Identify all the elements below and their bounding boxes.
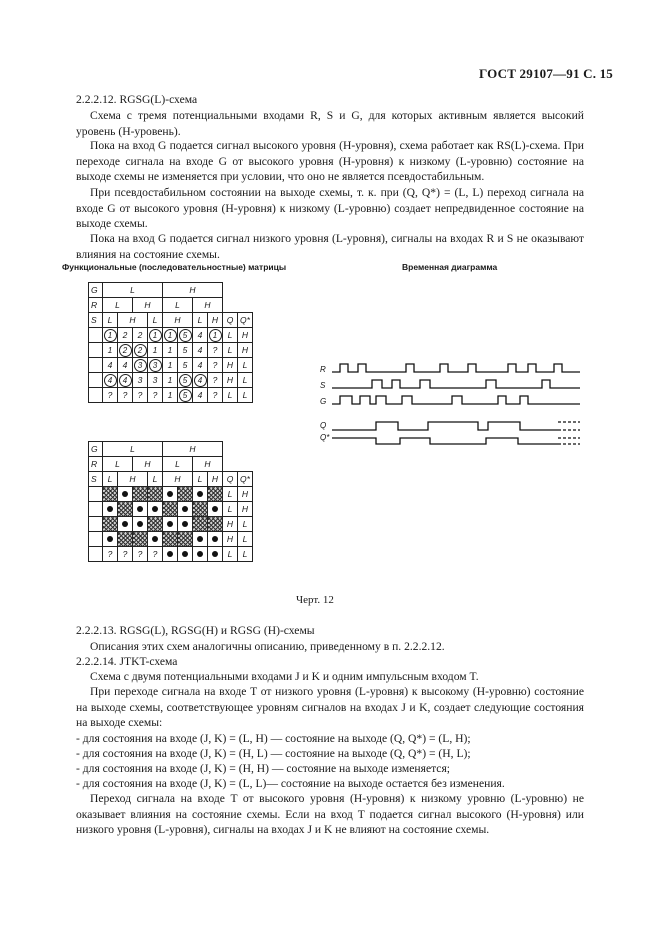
output-cell: H bbox=[223, 358, 238, 373]
stable-state-marker: 3 bbox=[134, 359, 147, 372]
s-value: H bbox=[163, 313, 193, 328]
s-value: L bbox=[148, 472, 163, 487]
transition-dot bbox=[182, 506, 188, 512]
matrix-cell: 1 bbox=[163, 373, 178, 388]
transition-dot bbox=[182, 521, 188, 527]
s-value: L bbox=[193, 472, 208, 487]
timing-label-r: R bbox=[320, 365, 326, 374]
matrix-cell: ? bbox=[148, 388, 163, 403]
matrix-row-r bbox=[89, 457, 253, 472]
stable-state-marker: 1 bbox=[164, 329, 177, 342]
waveform-g bbox=[332, 396, 580, 404]
s-value: H bbox=[163, 472, 193, 487]
matrix-cell bbox=[163, 328, 178, 343]
transition-dot bbox=[137, 521, 143, 527]
matrix-cell bbox=[193, 532, 208, 547]
matrix-cell: 1 bbox=[103, 343, 118, 358]
transition-dot bbox=[122, 521, 128, 527]
matrix-cell: 3 bbox=[148, 373, 163, 388]
matrix-cell bbox=[103, 502, 118, 517]
timing-label-q: Q bbox=[320, 421, 327, 430]
matrix-cell bbox=[118, 343, 133, 358]
matrix-cell bbox=[118, 532, 133, 547]
matrix-row bbox=[89, 502, 253, 517]
matrix-cell: ? bbox=[133, 388, 148, 403]
label-g: G bbox=[89, 283, 103, 298]
matrix-cell: ? bbox=[208, 343, 223, 358]
transition-dot bbox=[197, 536, 203, 542]
functional-matrix-1 bbox=[88, 282, 253, 403]
matrix-cell bbox=[178, 547, 193, 562]
matrix-row bbox=[89, 547, 253, 562]
s-value: L bbox=[103, 472, 118, 487]
matrix-cell bbox=[148, 487, 163, 502]
matrix-cell bbox=[148, 502, 163, 517]
timing-caption: Временная диаграмма bbox=[402, 262, 498, 272]
section-2-2-2-13: 2.2.2.13. RGSG(L), RGSG(H) и RGSG (H)-схемы bbox=[76, 624, 315, 637]
section-2-2-2-12-title: 2.2.2.12. RGSG(L)-схема bbox=[76, 93, 198, 106]
matrix-row bbox=[89, 388, 253, 403]
matrix-cell bbox=[133, 343, 148, 358]
matrix-cell bbox=[103, 532, 118, 547]
matrix-cell bbox=[133, 358, 148, 373]
paragraph-1: Схема с тремя потенциальными входами R, S и G, для которых активным является высокий уровень (Н-уровень). bbox=[76, 109, 584, 138]
matrix-cell bbox=[178, 373, 193, 388]
matrix-row-s bbox=[89, 313, 253, 328]
matrix-cell bbox=[193, 487, 208, 502]
output-cell: L bbox=[238, 388, 253, 403]
r-value: H bbox=[133, 457, 163, 472]
matrix-row bbox=[89, 517, 253, 532]
label-r: R bbox=[89, 457, 103, 472]
matrix-cell bbox=[148, 328, 163, 343]
matrix-cell: ? bbox=[208, 358, 223, 373]
transition-dot bbox=[182, 551, 188, 557]
matrix-cell bbox=[118, 502, 133, 517]
transition-dot bbox=[152, 506, 158, 512]
matrix-cell bbox=[163, 532, 178, 547]
matrix-cell: ? bbox=[148, 547, 163, 562]
matrix-cell: ? bbox=[208, 373, 223, 388]
list-item: - для состояния на входе (J, K) = (H, H) — состояние на выходе изменяется; bbox=[76, 762, 451, 775]
stable-state-marker: 5 bbox=[179, 374, 192, 387]
matrix-cell bbox=[208, 328, 223, 343]
matrix-cell bbox=[178, 502, 193, 517]
transition-dot bbox=[212, 536, 218, 542]
paragraph-3: При псевдостабильном состоянии на выходе схемы, т. к. при (Q, Q*) = (L, L) переход сигнала на входе G от высокого уровня (Н-уровня) к низкому (L-уровню) создает непредвиденное состояние на выходе схемы. bbox=[76, 186, 584, 231]
s-value: H bbox=[208, 313, 223, 328]
label-s: S bbox=[89, 313, 103, 328]
matrix-row bbox=[89, 373, 253, 388]
label-q: Q bbox=[223, 313, 238, 328]
paragraph-2: Пока на вход G подается сигнал высокого уровня (Н-уровня), схема работает как RS(L)-схема. При переходе сигнала на входе G от высокого уровня (Н-уровня) к низкому (L-уровню) состояние на выходе схемы не изменяется при условии, что оно не является псевдостабильным. bbox=[76, 139, 584, 184]
matrix-cell: 1 bbox=[163, 388, 178, 403]
output-cell: H bbox=[223, 517, 238, 532]
s-value: L bbox=[193, 313, 208, 328]
matrix-row bbox=[89, 358, 253, 373]
matrix-cell bbox=[148, 358, 163, 373]
output-cell: L bbox=[223, 328, 238, 343]
r-value: L bbox=[163, 298, 193, 313]
r-value: H bbox=[193, 457, 223, 472]
transition-dot bbox=[107, 506, 113, 512]
paragraph-7: При переходе сигнала на входе T от низкого уровня (L-уровня) к высокому (Н-уровню) состояние на выходе схемы, соответствующее уровням сигналов на входах J и K, создает следующие состояния на выходе схемы: bbox=[76, 685, 584, 730]
output-cell: L bbox=[238, 373, 253, 388]
matrix-cell: 1 bbox=[163, 358, 178, 373]
matrix-cell: ? bbox=[133, 547, 148, 562]
timing-label-g: G bbox=[320, 397, 327, 406]
list-item: - для состояния на входе (J, K) = (L, H) — состояние на выходе (Q, Q*) = (L, H); bbox=[76, 732, 471, 745]
matrix-cell bbox=[193, 547, 208, 562]
g-value: H bbox=[163, 442, 223, 457]
matrix-cell: 4 bbox=[193, 328, 208, 343]
output-cell: H bbox=[238, 328, 253, 343]
matrix-row bbox=[89, 487, 253, 502]
matrix-row bbox=[89, 532, 253, 547]
matrix-cell bbox=[208, 532, 223, 547]
output-cell: L bbox=[223, 388, 238, 403]
output-cell: L bbox=[238, 358, 253, 373]
timing-diagram bbox=[318, 360, 598, 450]
stable-state-marker: 4 bbox=[119, 374, 132, 387]
matrix-cell: 4 bbox=[103, 358, 118, 373]
label-qstar: Q* bbox=[238, 313, 253, 328]
matrix-cell bbox=[163, 502, 178, 517]
output-cell: L bbox=[223, 547, 238, 562]
matrix-cell bbox=[163, 487, 178, 502]
label-s: S bbox=[89, 472, 103, 487]
matrix-cell bbox=[133, 532, 148, 547]
matrix-cell: ? bbox=[208, 388, 223, 403]
matrix-cell: 3 bbox=[133, 373, 148, 388]
stable-state-marker: 5 bbox=[179, 389, 192, 402]
matrix-cell bbox=[208, 517, 223, 532]
matrix-cell bbox=[193, 502, 208, 517]
matrix-cell bbox=[193, 373, 208, 388]
transition-dot bbox=[197, 491, 203, 497]
paragraph-8: Переход сигнала на входе T от высокого уровня (Н-уровня) к низкому уровню (L-уровню) не оказывает влияния на состояние схемы. Если на вход T подается сигнал высокого (Н-уровня) или низкого уровня (L-уровня), сигналы на входах J и K не влияют на состояние схемы. bbox=[76, 792, 584, 837]
matrix-cell: 4 bbox=[193, 388, 208, 403]
paragraph-4: Пока на вход G подается сигнал низкого уровня (L-уровня), сигналы на входах R и S не оказывают влияния на состояние схемы. bbox=[76, 232, 584, 261]
waveform-q-undetermined bbox=[558, 422, 580, 444]
matrix-cell: ? bbox=[103, 388, 118, 403]
g-value: L bbox=[103, 283, 163, 298]
matrix-cell bbox=[118, 487, 133, 502]
matrix-cell: ? bbox=[118, 388, 133, 403]
stable-state-marker: 2 bbox=[119, 344, 132, 357]
timing-label-s: S bbox=[320, 381, 326, 390]
transition-dot bbox=[122, 491, 128, 497]
label-qstar: Q* bbox=[238, 472, 253, 487]
matrix-row bbox=[89, 343, 253, 358]
matrix-cell bbox=[133, 502, 148, 517]
g-value: H bbox=[163, 283, 223, 298]
transition-dot bbox=[212, 506, 218, 512]
matrix-cell bbox=[118, 373, 133, 388]
output-cell: H bbox=[238, 343, 253, 358]
matrix-cell bbox=[178, 517, 193, 532]
transition-dot bbox=[212, 551, 218, 557]
output-cell: L bbox=[238, 547, 253, 562]
waveform-qstar bbox=[332, 438, 558, 444]
matrix-cell: 2 bbox=[118, 328, 133, 343]
matrix-cell bbox=[178, 532, 193, 547]
waveform-q bbox=[332, 422, 558, 430]
matrix-cell bbox=[163, 517, 178, 532]
matrix-cell: 4 bbox=[193, 358, 208, 373]
matrix-cell: 5 bbox=[178, 358, 193, 373]
waveform-s bbox=[332, 380, 580, 388]
matrix-cell: 2 bbox=[133, 328, 148, 343]
list-item: - для состояния на входе (J, K) = (H, L) — состояние на выходе (Q, Q*) = (H, L); bbox=[76, 747, 471, 760]
matrix-cell bbox=[103, 373, 118, 388]
stable-state-marker: 5 bbox=[179, 329, 192, 342]
s-value: L bbox=[148, 313, 163, 328]
matrix-cell bbox=[193, 517, 208, 532]
transition-dot bbox=[167, 521, 173, 527]
output-cell: H bbox=[238, 502, 253, 517]
paragraph-6: Схема с двумя потенциальными входами J и K и одним импульсным входом T. bbox=[90, 670, 479, 683]
matrix-cell: 4 bbox=[193, 343, 208, 358]
label-q: Q bbox=[223, 472, 238, 487]
matrix-cell: ? bbox=[118, 547, 133, 562]
matrix-row bbox=[89, 328, 253, 343]
s-value: H bbox=[118, 472, 148, 487]
timing-label-qstar: Q* bbox=[320, 433, 330, 442]
s-value: H bbox=[118, 313, 148, 328]
matrix-cell bbox=[103, 487, 118, 502]
output-cell: L bbox=[238, 532, 253, 547]
matrix-cell bbox=[103, 328, 118, 343]
matrix-cell bbox=[208, 502, 223, 517]
output-cell: L bbox=[238, 517, 253, 532]
matrix-cell bbox=[133, 487, 148, 502]
transition-dot bbox=[167, 491, 173, 497]
matrix-cell: 4 bbox=[118, 358, 133, 373]
s-value: L bbox=[103, 313, 118, 328]
matrix-row-r bbox=[89, 298, 253, 313]
matrix-row-g bbox=[89, 442, 253, 457]
matrix-row-s bbox=[89, 472, 253, 487]
transition-dot bbox=[137, 506, 143, 512]
matrix-cell bbox=[163, 547, 178, 562]
output-cell: L bbox=[223, 487, 238, 502]
stable-state-marker: 3 bbox=[149, 359, 162, 372]
matrix-row-g bbox=[89, 283, 253, 298]
matrix-cell: 5 bbox=[178, 343, 193, 358]
matrix-cell bbox=[118, 517, 133, 532]
s-value: H bbox=[208, 472, 223, 487]
matrix-cell bbox=[178, 388, 193, 403]
matrix-cell bbox=[178, 328, 193, 343]
matrix-cell: 1 bbox=[148, 343, 163, 358]
output-cell: L bbox=[223, 502, 238, 517]
matrix-cell: ? bbox=[103, 547, 118, 562]
functional-matrix-2 bbox=[88, 441, 253, 562]
output-cell: L bbox=[223, 343, 238, 358]
matrix-cell: 1 bbox=[163, 343, 178, 358]
label-r: R bbox=[89, 298, 103, 313]
stable-state-marker: 1 bbox=[104, 329, 117, 342]
waveform-r bbox=[332, 364, 580, 372]
matrix-cell bbox=[208, 547, 223, 562]
output-cell: H bbox=[223, 373, 238, 388]
figure-caption: Черт. 12 bbox=[296, 594, 334, 606]
r-value: L bbox=[103, 457, 133, 472]
label-g: G bbox=[89, 442, 103, 457]
r-value: L bbox=[103, 298, 133, 313]
matrix-cell bbox=[133, 517, 148, 532]
output-cell: H bbox=[238, 487, 253, 502]
transition-dot bbox=[152, 536, 158, 542]
matrix-cell bbox=[208, 487, 223, 502]
stable-state-marker: 4 bbox=[104, 374, 117, 387]
stable-state-marker: 4 bbox=[194, 374, 207, 387]
transition-dot bbox=[197, 551, 203, 557]
matrix-cell bbox=[178, 487, 193, 502]
stable-state-marker: 1 bbox=[209, 329, 222, 342]
matrix-cell bbox=[148, 532, 163, 547]
transition-dot bbox=[167, 551, 173, 557]
matrices-caption: Функциональные (последовательностные) матрицы bbox=[62, 262, 287, 272]
r-value: L bbox=[163, 457, 193, 472]
r-value: H bbox=[193, 298, 223, 313]
matrix-cell bbox=[148, 517, 163, 532]
stable-state-marker: 2 bbox=[134, 344, 147, 357]
section-2-2-2-14: 2.2.2.14. JTKT-схема bbox=[76, 655, 178, 668]
paragraph-5: Описания этих схем аналогичны описанию, приведенному в п. 2.2.2.12. bbox=[90, 640, 445, 653]
stable-state-marker: 1 bbox=[149, 329, 162, 342]
output-cell: H bbox=[223, 532, 238, 547]
page-header: ГОСТ 29107—91 С. 15 bbox=[479, 66, 613, 81]
transition-dot bbox=[107, 536, 113, 542]
g-value: L bbox=[103, 442, 163, 457]
r-value: H bbox=[133, 298, 163, 313]
matrix-cell bbox=[103, 517, 118, 532]
list-item: - для состояния на входе (J, K) = (L, L)— состояние на выходе остается без изменения. bbox=[76, 777, 505, 790]
